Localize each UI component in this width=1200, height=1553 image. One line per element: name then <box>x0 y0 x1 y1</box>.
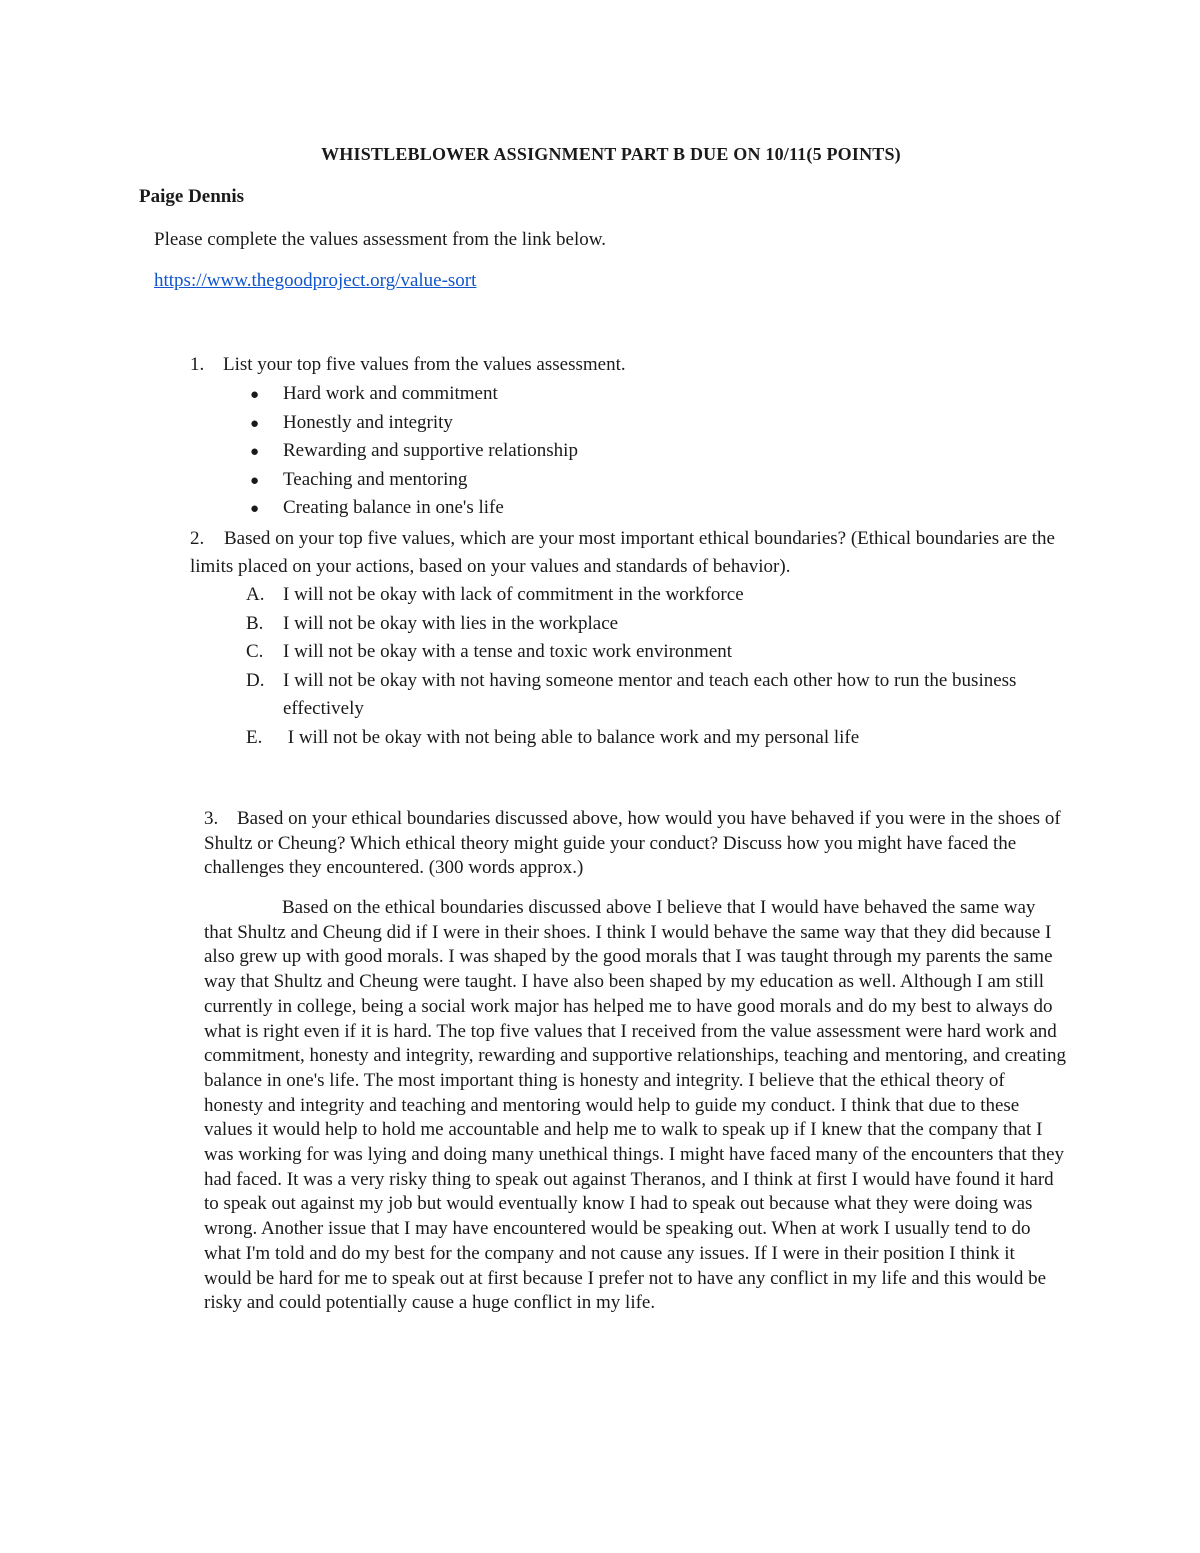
question-3-number: 3. <box>204 808 219 829</box>
question-3 <box>204 807 1064 881</box>
question-3-text: Based on your ethical boundaries discussed above, how would you have behaved if you were in the shoes of Shultz or Cheung? Which ethical theory might guide your conduct? Discuss how you might have faced the challenges they encountered. (300 words approx.) <box>204 808 1061 878</box>
list-item: ● Honestly and integrity <box>250 411 578 440</box>
ethical-boundaries-list <box>246 581 1066 752</box>
list-item: ● Creating balance in one's life <box>250 496 578 525</box>
author-name: Paige Dennis <box>139 186 245 207</box>
list-item: A. I will not be okay with lack of commitment in the workforce <box>246 584 744 605</box>
bullet-icon: ● <box>250 387 260 403</box>
question-2-text: Based on your top five values, which are your most important ethical boundaries? (Ethical boundaries are the limits placed on your actions, based on your values and standards of behavior). <box>190 528 1055 577</box>
list-item: C. I will not be okay with a tense and toxic work environment <box>246 641 733 662</box>
list-item: B. I will not be okay with lies in the workplace <box>246 612 619 634</box>
question-2-number: 2. <box>190 528 205 549</box>
list-item: D. I will not be okay with not having someone mentor and teach each other how to run the business effectively <box>246 669 1017 719</box>
essay-answer: Based on the ethical boundaries discussed above I believe that I would have behaved the same way that Shultz and Cheung did if I were in their shoes. I think I would behave the same way that they did because I also grew up with good morals. I was shaped by the good morals that I was taught through my parents the same way that Shultz and Cheung were taught. I have also been shaped by my education as well. Although I am still currently in college, being a social work major has helped me to have good morals and do my best to always do what is right even if it is hard. The top five values that I received from the value assessment were hard work and commitment, honesty and integrity, rewarding and supportive relationships, teaching and mentoring, and creating balance in one's life. The most important thing is honesty and integrity. I believe that the ethical theory of honesty and integrity and teaching and mentoring would help to guide my conduct. I think that due to these values it would help to hold me accountable and help me to walk to speak up if I knew that the company that I was working for was lying and doing many unethical things. I might have faced many of the encounters that they had faced. It was a very risky thing to speak out against Theranos, and I think at first I would have found it hard to speak out against my job but would eventually know I had to speak out because what they were doing was wrong. Another issue that I may have encountered would be speaking out. When at work I usually tend to do what I'm told and do my best for the company and not cause any issues. If I were in their position I think it would be hard for me to speak out at first because I prefer not to have any conflict in my life and this would be risky and could potentially cause a huge conflict in my life. <box>204 897 1066 1314</box>
question-1-text: List your top five values from the values assessment. <box>223 354 626 375</box>
bullet-icon: ● <box>250 415 260 432</box>
value-sort-link[interactable]: https://www.thegoodproject.org/value-sort <box>154 270 477 291</box>
question-1 <box>190 354 626 376</box>
assignment-title: WHISTLEBLOWER ASSIGNMENT PART B DUE ON 10/11(5 POINTS) <box>321 144 901 164</box>
question-1-number: 1. <box>190 354 205 375</box>
list-item: ● Hard work and commitment <box>250 382 578 411</box>
bullet-icon: ● <box>250 472 260 489</box>
list-item: ● Teaching and mentoring <box>250 468 578 497</box>
instruction-text: Please complete the values assessment from the link below. <box>154 229 607 250</box>
top-values-list <box>250 382 578 525</box>
list-item: E. I will not be okay with not being able to balance work and my personal life <box>246 726 860 748</box>
question-2 <box>190 525 1060 581</box>
list-item: ● Rewarding and supportive relationship <box>250 439 578 468</box>
bullet-icon: ● <box>250 501 260 517</box>
bullet-icon: ● <box>250 444 260 460</box>
